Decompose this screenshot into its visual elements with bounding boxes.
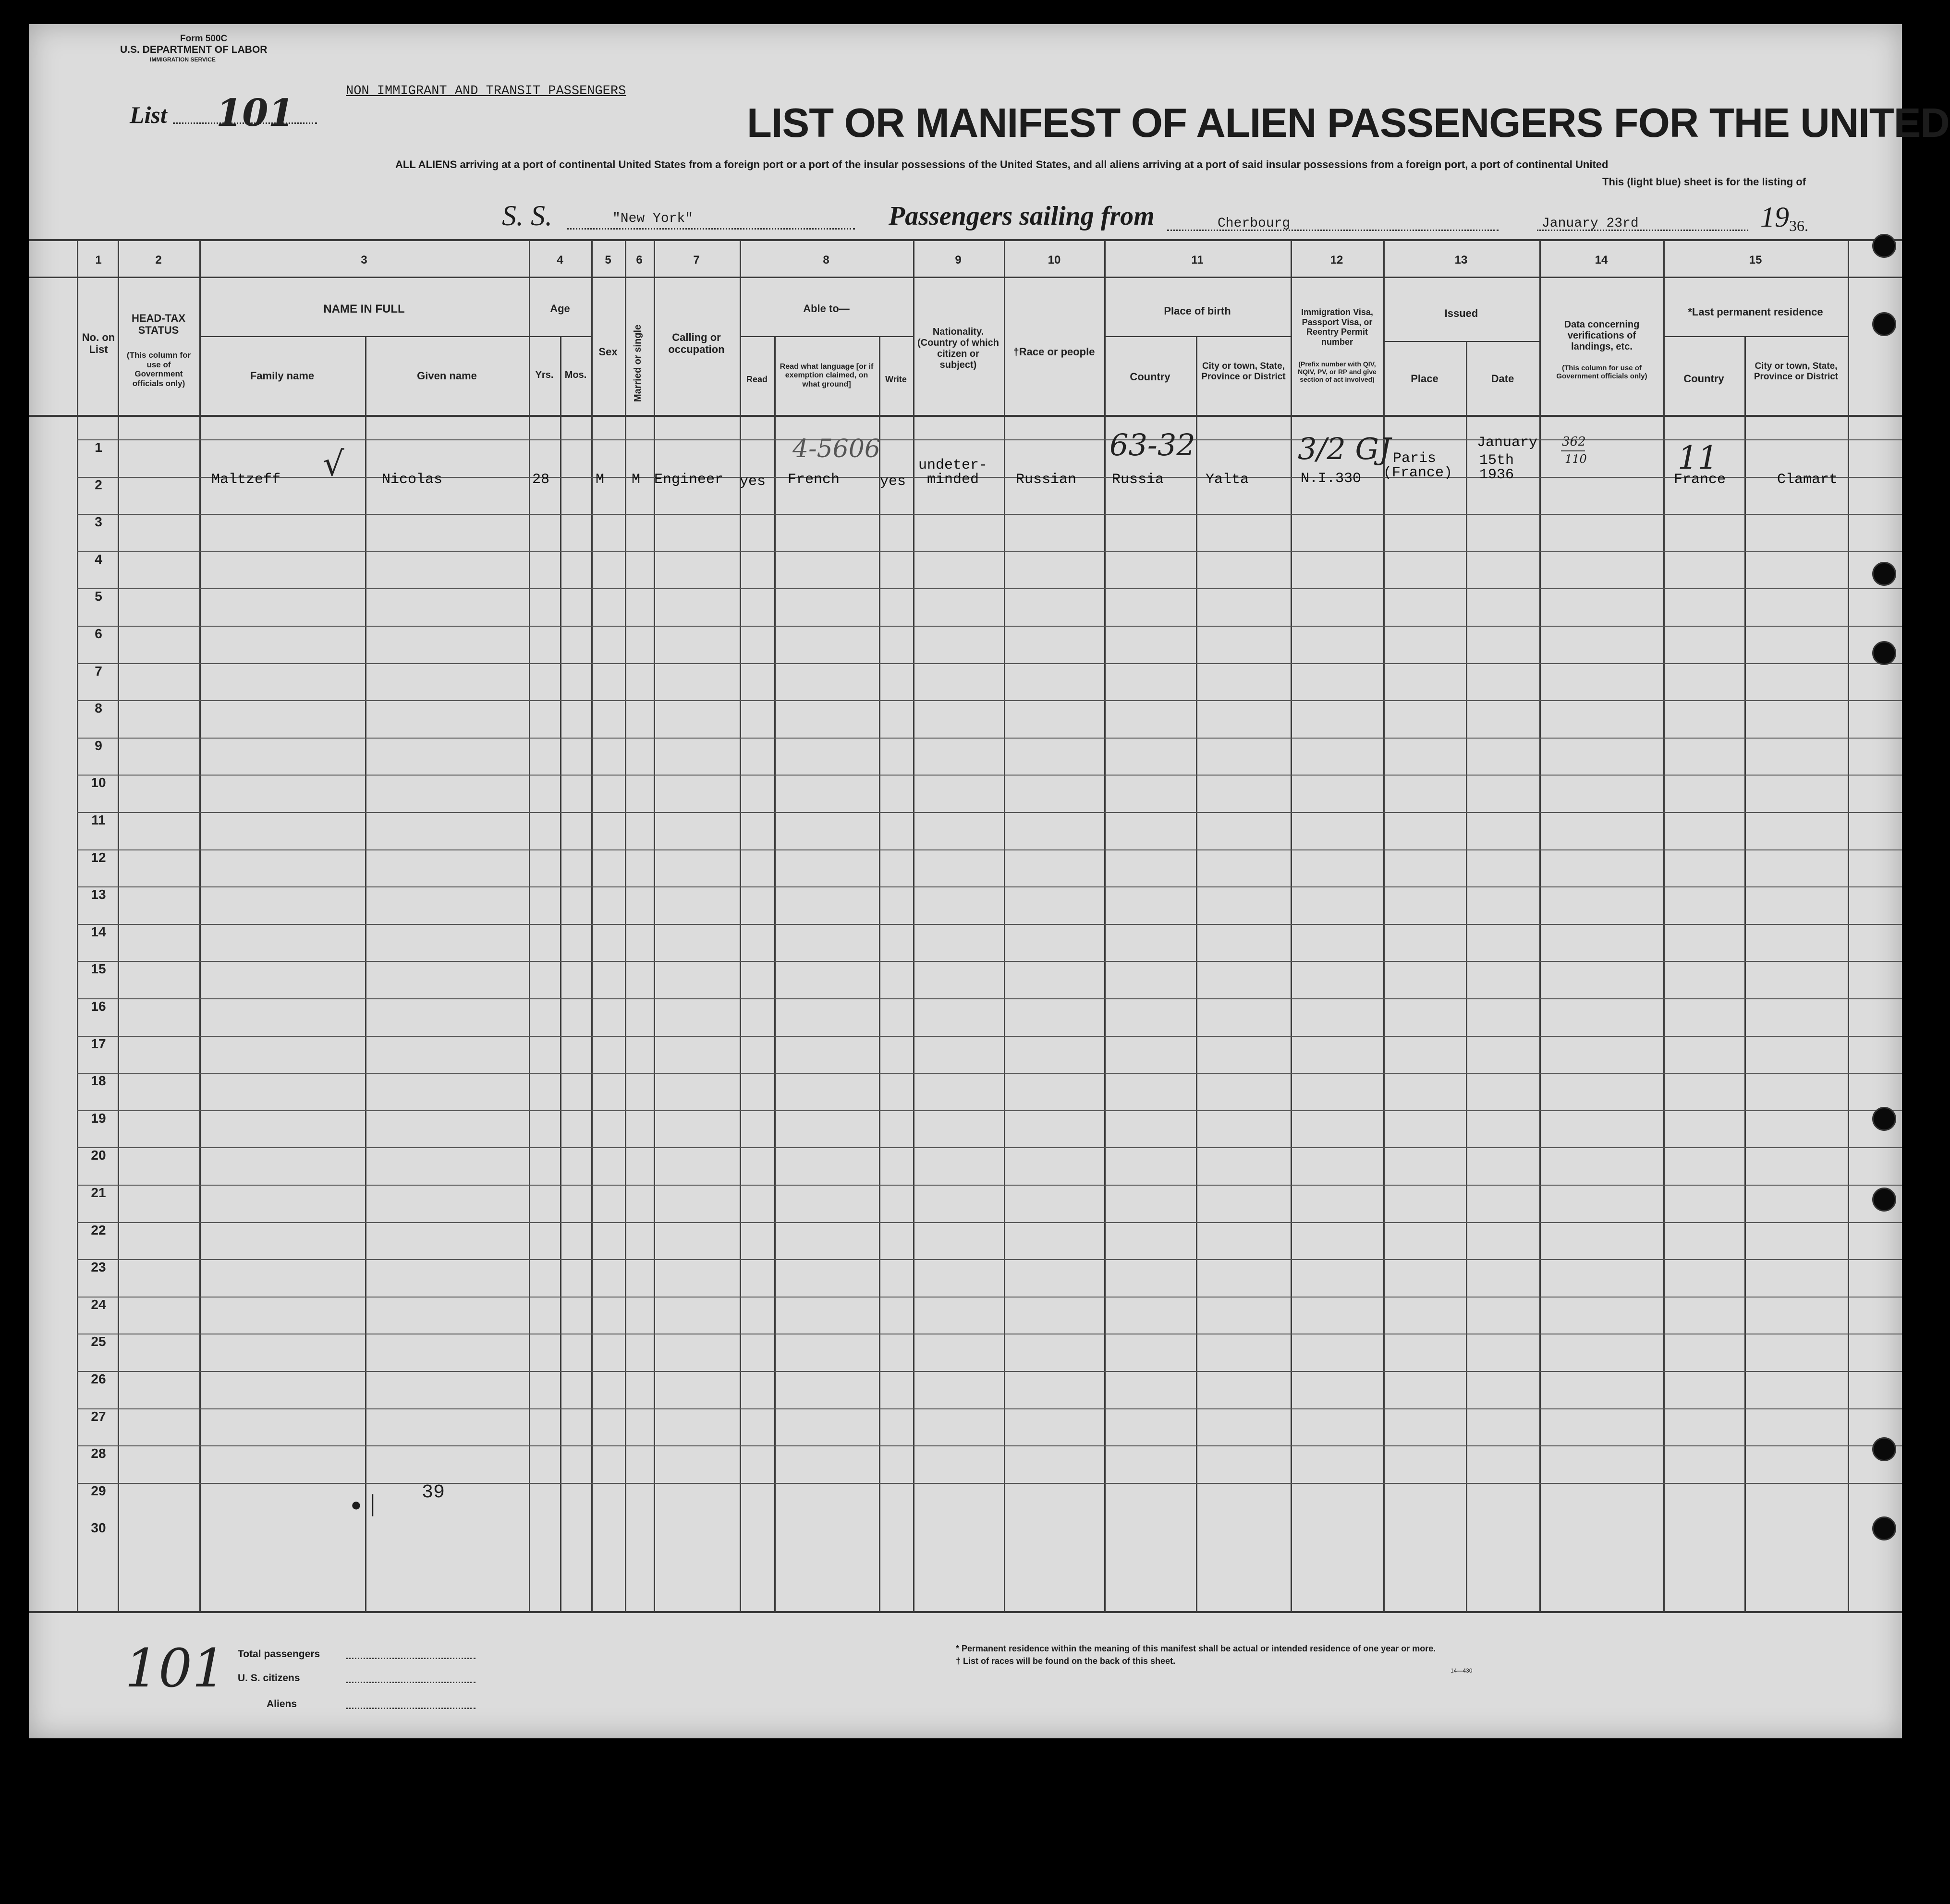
nationality-cell-1: undeter- — [918, 457, 988, 473]
col-line — [591, 240, 593, 1611]
col-line — [774, 336, 776, 1611]
column-number: 7 — [693, 254, 700, 267]
column-number: 1 — [95, 254, 102, 267]
col-line — [118, 240, 119, 1611]
row-number: 27 — [91, 1409, 106, 1424]
sailing-label: Passengers sailing from — [889, 201, 1155, 231]
footer-total-passengers: Total passengers — [238, 1649, 320, 1660]
header-res-city: City or town, State, Province or District — [1754, 361, 1839, 382]
row-number: 2 — [95, 477, 102, 492]
year-suffix: 36. — [1789, 217, 1808, 234]
row-rule — [77, 477, 1902, 478]
res-country-cell: France — [1674, 472, 1726, 488]
footer-form-code: 14—430 — [1450, 1667, 1473, 1674]
department-name: U.S. DEPARTMENT OF LABOR — [120, 44, 268, 55]
row-number: 19 — [91, 1111, 106, 1126]
list-number: 101 — [216, 91, 294, 135]
col-line — [1663, 240, 1665, 1611]
col-line — [1196, 336, 1197, 1611]
row-number: 29 — [91, 1483, 106, 1498]
col-line — [1848, 240, 1849, 1611]
table-bottom-border — [29, 1611, 1902, 1613]
header-visa: Immigration Visa, Passport Visa, or Reentry Permit number — [1301, 307, 1373, 347]
column-number: 8 — [823, 254, 829, 267]
header-age-yrs: Yrs. — [535, 370, 554, 380]
header-birth-country: Country — [1130, 371, 1170, 383]
footer-total-line — [346, 1658, 475, 1659]
row-number: 22 — [91, 1223, 106, 1237]
footer-note-races: † List of races will be found on the back of this sheet. — [956, 1656, 1176, 1666]
column-number: 13 — [1454, 254, 1468, 267]
row-number: 12 — [91, 850, 106, 865]
race-cell: Russian — [1016, 472, 1077, 488]
row-rule — [77, 849, 1902, 850]
column-number: 15 — [1749, 254, 1762, 267]
row-rule — [77, 1483, 1902, 1484]
row-number: 26 — [91, 1371, 106, 1386]
ship-name: "New York" — [612, 211, 694, 226]
row-number: 6 — [95, 626, 102, 641]
family-name-cell: Maltzeff — [211, 472, 281, 488]
manifest-sheet — [29, 24, 1902, 1738]
table-top-border — [29, 239, 1902, 241]
row-number: 18 — [91, 1073, 106, 1088]
landing-fraction-bar — [1561, 450, 1585, 451]
passenger-category: NON IMMIGRANT AND TRANSIT PASSENGERS — [346, 84, 626, 98]
header-married-single: Married or single — [633, 324, 643, 402]
col-line — [365, 336, 366, 1611]
col-line — [654, 240, 655, 1611]
col-line — [1291, 240, 1292, 1611]
checkmark-annotation: √ — [323, 444, 344, 484]
header-write: Write — [885, 375, 907, 384]
header-family-name: Family name — [250, 370, 315, 382]
row-rule — [77, 514, 1902, 515]
year-prefix: 19 — [1760, 201, 1789, 233]
manifest-title: LIST OR MANIFEST OF ALIEN PASSENGERS FOR THE UNITED — [747, 100, 1950, 146]
row-rule — [77, 961, 1902, 962]
header-name-in-full: NAME IN FULL — [323, 303, 405, 315]
header-sex: Sex — [598, 346, 618, 358]
header-age: Age — [550, 303, 570, 315]
landing-annotation-top: 362 — [1562, 435, 1586, 449]
col-line — [1004, 240, 1005, 1611]
row28-tally-mark: ● │ — [351, 1495, 379, 1515]
form-number: Form 500C — [180, 34, 228, 44]
write-cell: yes — [880, 473, 906, 490]
row-rule — [77, 1147, 1902, 1148]
binder-hole — [1872, 1516, 1896, 1540]
column-number: 2 — [155, 254, 162, 267]
birth-annotation: 63-32 — [1109, 427, 1195, 462]
birth-city-cell: Yalta — [1206, 472, 1249, 488]
age-years-cell: 28 — [532, 472, 550, 488]
row-number: 5 — [95, 589, 102, 604]
header-place-of-birth: Place of birth — [1164, 305, 1231, 317]
row-rule — [77, 551, 1902, 552]
row-rule — [77, 1371, 1902, 1372]
row-number: 25 — [91, 1334, 106, 1349]
sailing-date: January 23rd — [1542, 216, 1639, 231]
binder-hole — [1872, 1107, 1896, 1131]
port-line — [1167, 230, 1499, 231]
footer-aliens-line — [346, 1708, 475, 1709]
row-number: 30 — [91, 1520, 106, 1535]
header-issued-date: Date — [1491, 373, 1514, 385]
row-number: 4 — [95, 552, 102, 567]
footer-aliens: Aliens — [267, 1698, 297, 1710]
issued-date-cell-2: 15th — [1479, 452, 1514, 469]
row-rule — [77, 1110, 1902, 1111]
header-last-residence: *Last permanent residence — [1688, 306, 1823, 318]
header-given-name: Given name — [417, 370, 477, 382]
column-number: 4 — [557, 254, 563, 267]
language-cell: French — [788, 472, 840, 488]
col-line — [625, 240, 626, 1611]
row-rule — [77, 812, 1902, 813]
col-line — [199, 240, 201, 1611]
header-occupation: Calling or occupation — [668, 331, 725, 356]
binder-hole — [1872, 234, 1896, 258]
row-rule — [77, 775, 1902, 776]
birth-country-cell: Russia — [1112, 472, 1164, 488]
residence-annotation: 11 — [1678, 439, 1718, 476]
row-rule — [77, 700, 1902, 701]
given-name-cell: Nicolas — [382, 472, 443, 488]
issued-date-cell-3: 1936 — [1479, 467, 1514, 483]
row-rule — [77, 588, 1902, 589]
res-city-cell: Clamart — [1777, 472, 1838, 488]
footer-us-citizens: U. S. citizens — [238, 1673, 300, 1684]
visa-annotation: 3/2 GJ — [1298, 431, 1391, 466]
column-number: 5 — [605, 254, 611, 267]
birth-subheader-line — [1104, 336, 1291, 337]
row-rule — [77, 738, 1902, 739]
issued-date-cell-1: January — [1477, 435, 1538, 451]
row-number: 14 — [91, 924, 106, 939]
col-line — [879, 336, 880, 1611]
binder-hole — [1872, 562, 1896, 586]
sex-cell: M — [596, 472, 605, 488]
col-line — [77, 240, 78, 1611]
row-number: 16 — [91, 999, 106, 1014]
row-rule — [77, 1222, 1902, 1223]
row28-number: 39 — [422, 1482, 445, 1504]
header-landing-data: Data concerning verifications of landings, etc. — [1564, 319, 1640, 352]
service-name: IMMIGRATION SERVICE — [150, 56, 216, 63]
row-rule — [77, 1408, 1902, 1409]
footer-note-residence: * Permanent residence within the meaning of this manifest shall be actual or intended residence of one year or more. — [956, 1644, 1436, 1653]
header-read-language: Read what language [or if exemption claimed, on what ground] — [780, 363, 874, 388]
column-number: 3 — [361, 254, 367, 267]
header-head-tax: HEAD-TAX STATUS — [131, 312, 186, 337]
row-rule — [77, 886, 1902, 887]
binder-hole — [1872, 641, 1896, 665]
header-race: †Race or people — [1013, 346, 1095, 358]
row-number: 23 — [91, 1260, 106, 1274]
row-number: 21 — [91, 1185, 106, 1200]
header-no-on-list: No. on List — [82, 331, 115, 356]
row-number: 9 — [95, 738, 102, 753]
binder-hole — [1872, 312, 1896, 336]
issued-place-cell-2: (France) — [1383, 465, 1453, 481]
footer-citizens-line — [346, 1682, 475, 1683]
row-number: 3 — [95, 514, 102, 529]
column-number: 11 — [1191, 254, 1204, 267]
read-cell: yes — [740, 473, 766, 490]
married-cell: M — [632, 472, 641, 488]
list-label: List — [130, 101, 167, 128]
title-subtext-2: This (light blue) sheet is for the listing of — [1602, 176, 1806, 188]
row-number: 8 — [95, 701, 102, 716]
row-number: 24 — [91, 1297, 106, 1312]
row-number: 20 — [91, 1148, 106, 1163]
row-rule — [77, 439, 1902, 440]
binder-hole — [1872, 1437, 1896, 1461]
occupation-cell: Engineer — [654, 472, 724, 488]
header-issued-place: Place — [1411, 373, 1438, 385]
title-subtext-1: ALL ALIENS arriving at a port of continental United States from a foreign port or a port of the insular possessions of the United States, and all aliens arriving at a port of said insular possessions from a foreign port, a port of continental United — [395, 158, 1609, 170]
nationality-cell-2: minded — [927, 472, 979, 488]
header-visa-note: (Prefix number with QIV, NQIV, PV, or RP and give section of act involved) — [1298, 360, 1377, 384]
row-rule — [77, 626, 1902, 627]
header-head-tax-note: (This column for use of Government officials only) — [126, 351, 191, 388]
row-rule — [77, 1073, 1902, 1074]
name-subheader-line — [199, 336, 529, 337]
ship-line — [567, 228, 855, 230]
issued-subheader-line — [1383, 341, 1539, 342]
row-rule — [77, 1036, 1902, 1037]
bottom-left-annotation: 101 — [125, 1637, 226, 1699]
row-rule — [77, 1185, 1902, 1186]
ss-label: S. S. — [502, 200, 552, 231]
issued-place-cell-1: Paris — [1393, 450, 1437, 467]
header-age-mos: Mos. — [564, 370, 587, 380]
column-number-border — [29, 277, 1902, 278]
row-number: 1 — [95, 440, 102, 455]
row-rule — [77, 1445, 1902, 1446]
column-number: 6 — [636, 254, 643, 267]
col-line — [740, 240, 741, 1611]
header-issued: Issued — [1444, 307, 1478, 319]
binder-hole — [1872, 1188, 1896, 1212]
col-line — [1466, 341, 1467, 1611]
row-number: 17 — [91, 1036, 106, 1051]
header-res-country: Country — [1683, 373, 1724, 385]
column-number: 9 — [955, 254, 962, 267]
column-number: 14 — [1595, 254, 1608, 267]
col-line — [913, 240, 914, 1611]
row-rule — [77, 998, 1902, 999]
header-able-to: Able to— — [803, 303, 850, 315]
residence-subheader-line — [1663, 336, 1848, 337]
column-number: 12 — [1330, 254, 1343, 267]
row-number: 13 — [91, 887, 106, 902]
row-rule — [77, 663, 1902, 664]
row-number: 10 — [91, 775, 106, 790]
col-line — [1539, 240, 1541, 1611]
col-line — [529, 240, 530, 1611]
landing-annotation-bottom: 110 — [1565, 452, 1587, 466]
departure-port: Cherbourg — [1218, 216, 1291, 231]
row-number: 7 — [95, 664, 102, 679]
row-number: 28 — [91, 1446, 106, 1461]
header-birth-city: City or town, State, Province or District — [1201, 361, 1286, 382]
language-annotation: 4-5606 — [792, 435, 880, 463]
col-line — [1744, 336, 1746, 1611]
header-read: Read — [746, 375, 768, 384]
visa-number-cell: N.I.330 — [1301, 471, 1362, 487]
able-subheader-line — [740, 336, 913, 337]
row-rule — [77, 1297, 1902, 1298]
row-rule — [77, 924, 1902, 925]
col-line — [560, 336, 561, 1611]
column-number: 10 — [1048, 254, 1061, 267]
row-rule — [77, 1259, 1902, 1260]
header-landing-note: (This column for use of Government officials only) — [1556, 364, 1647, 381]
row-number: 11 — [91, 813, 106, 827]
header-bottom-border — [29, 415, 1902, 417]
col-line — [1104, 240, 1106, 1611]
header-nationality: Nationality. (Country of which citizen or subject) — [917, 327, 999, 370]
row-number: 15 — [91, 961, 106, 976]
